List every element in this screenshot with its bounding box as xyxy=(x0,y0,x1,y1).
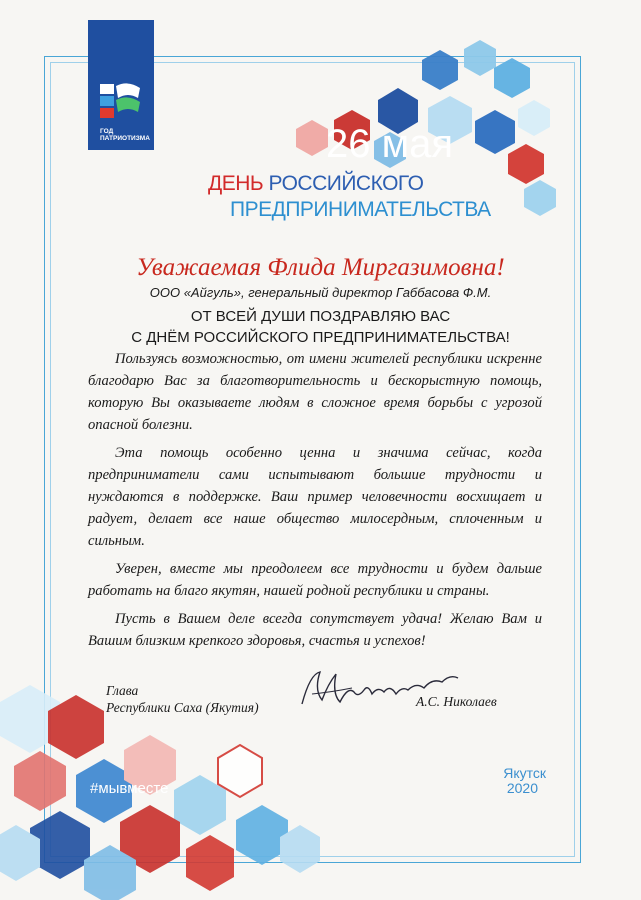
year-label: 2020 xyxy=(506,780,538,796)
position-line2: Республики Саха (Якутия) xyxy=(106,700,259,715)
holiday-title-line1 xyxy=(208,172,423,196)
paragraph: Пользуясь возможностью, от имени жителей республики искренне благодарю Вас за благотворительность и бескорыстную помощь, которую Вы оказываете людям в сложное время борьбы с угрозой опасной болезни. xyxy=(88,351,542,433)
holiday-title-red: ДЕНЬ xyxy=(208,172,264,195)
congratulation-headline xyxy=(0,306,641,348)
holiday-title-line2: ПРЕДПРИНИМАТЕЛЬСТВА xyxy=(230,198,491,221)
city-label: Якутск xyxy=(503,765,546,781)
year-of-patriotism-logo xyxy=(88,20,154,150)
headline-line1: ОТ ВСЕЙ ДУШИ ПОЗДРАВЛЯЮ ВАС xyxy=(190,308,451,325)
paragraph: Пусть в Вашем деле всегда сопутствует удача! Желаю Вам и Вашим близким крепкого здоровья, счастья и успехов! xyxy=(88,611,542,649)
letter-body xyxy=(88,348,542,658)
flag-icon xyxy=(98,78,144,122)
headline-line2: С ДНЁМ РОССИЙСКОГО ПРЕДПРИНИМАТЕЛЬСТВА! xyxy=(131,329,510,346)
signer-name: А.С. Николаев xyxy=(416,694,497,709)
salutation: Уважаемая Флида Миргазимовна! xyxy=(136,254,505,281)
position-line1: Глава xyxy=(106,683,139,698)
holiday-title-blue: РОССИЙСКОГО xyxy=(268,172,424,195)
recipient: ООО «Айгуль», генеральный директор Габбасова Ф.М. xyxy=(149,285,492,300)
date-title: 26 мая xyxy=(326,122,454,166)
paragraph: Уверен, вместе мы преодолеем все трудности и будем дальше работать на благо якутян, нашей родной республики и страны. xyxy=(88,561,542,599)
hashtag-label: #мывместе xyxy=(90,780,169,797)
paragraph: Эта помощь особенно ценна и значима сейчас, когда предприниматели сами испытывают большие трудности и нуждаются в поддержке. Ваш пример человечности восхищает и радует, делает все наше общество милосердным, сплоченным и сильным. xyxy=(88,445,542,549)
logo-text: ГОД ПАТРИОТИЗМА xyxy=(100,128,150,142)
